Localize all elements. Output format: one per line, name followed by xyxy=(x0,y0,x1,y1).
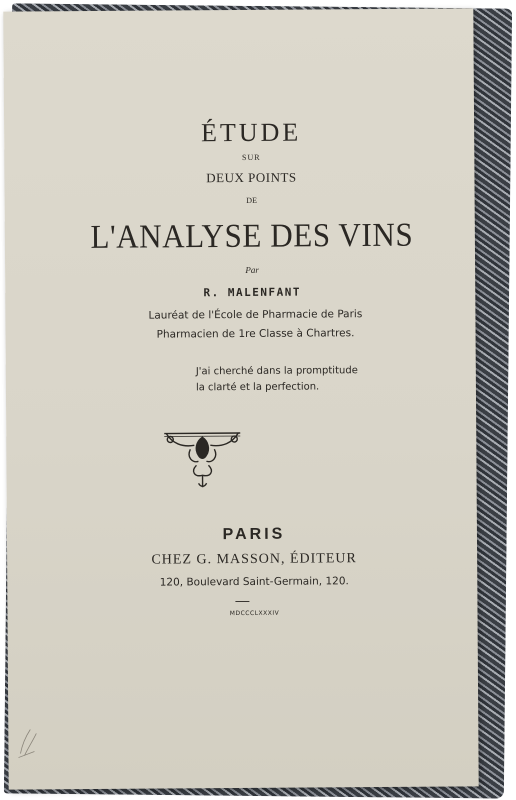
author-credential-1: Lauréat de l'École de Pharmacie de Paris xyxy=(148,308,363,322)
author-name: R. MALENFANT xyxy=(203,285,302,300)
publisher-address: 120, Boulevard Saint-Germain, 120. xyxy=(159,575,349,589)
publication-year: MDCCCLXXXIV xyxy=(229,609,280,618)
title-page xyxy=(3,8,478,789)
imprint-city: PARIS xyxy=(222,525,286,544)
divider-rule xyxy=(235,601,249,602)
book-subtitle: DEUX POINTS xyxy=(206,169,297,186)
epigraph-line-1: J'ai cherché dans la promptitude xyxy=(195,365,358,378)
fleuron-ornament-icon xyxy=(160,427,244,492)
epigraph-line-2: la clarté et la perfection. xyxy=(195,381,320,394)
pencil-mark xyxy=(14,723,42,759)
title-connector-de: DE xyxy=(246,195,257,205)
publisher-name: CHEZ G. MASSON, ÉDITEUR xyxy=(151,551,357,568)
book-title: ÉTUDE xyxy=(200,117,302,148)
author-credential-2: Pharmacien de 1re Classe à Chartres. xyxy=(156,327,355,341)
by-line: Par xyxy=(245,264,259,275)
main-title: L'ANALYSE DES VINS xyxy=(90,215,414,256)
title-connector-sur: SUR xyxy=(242,152,261,162)
